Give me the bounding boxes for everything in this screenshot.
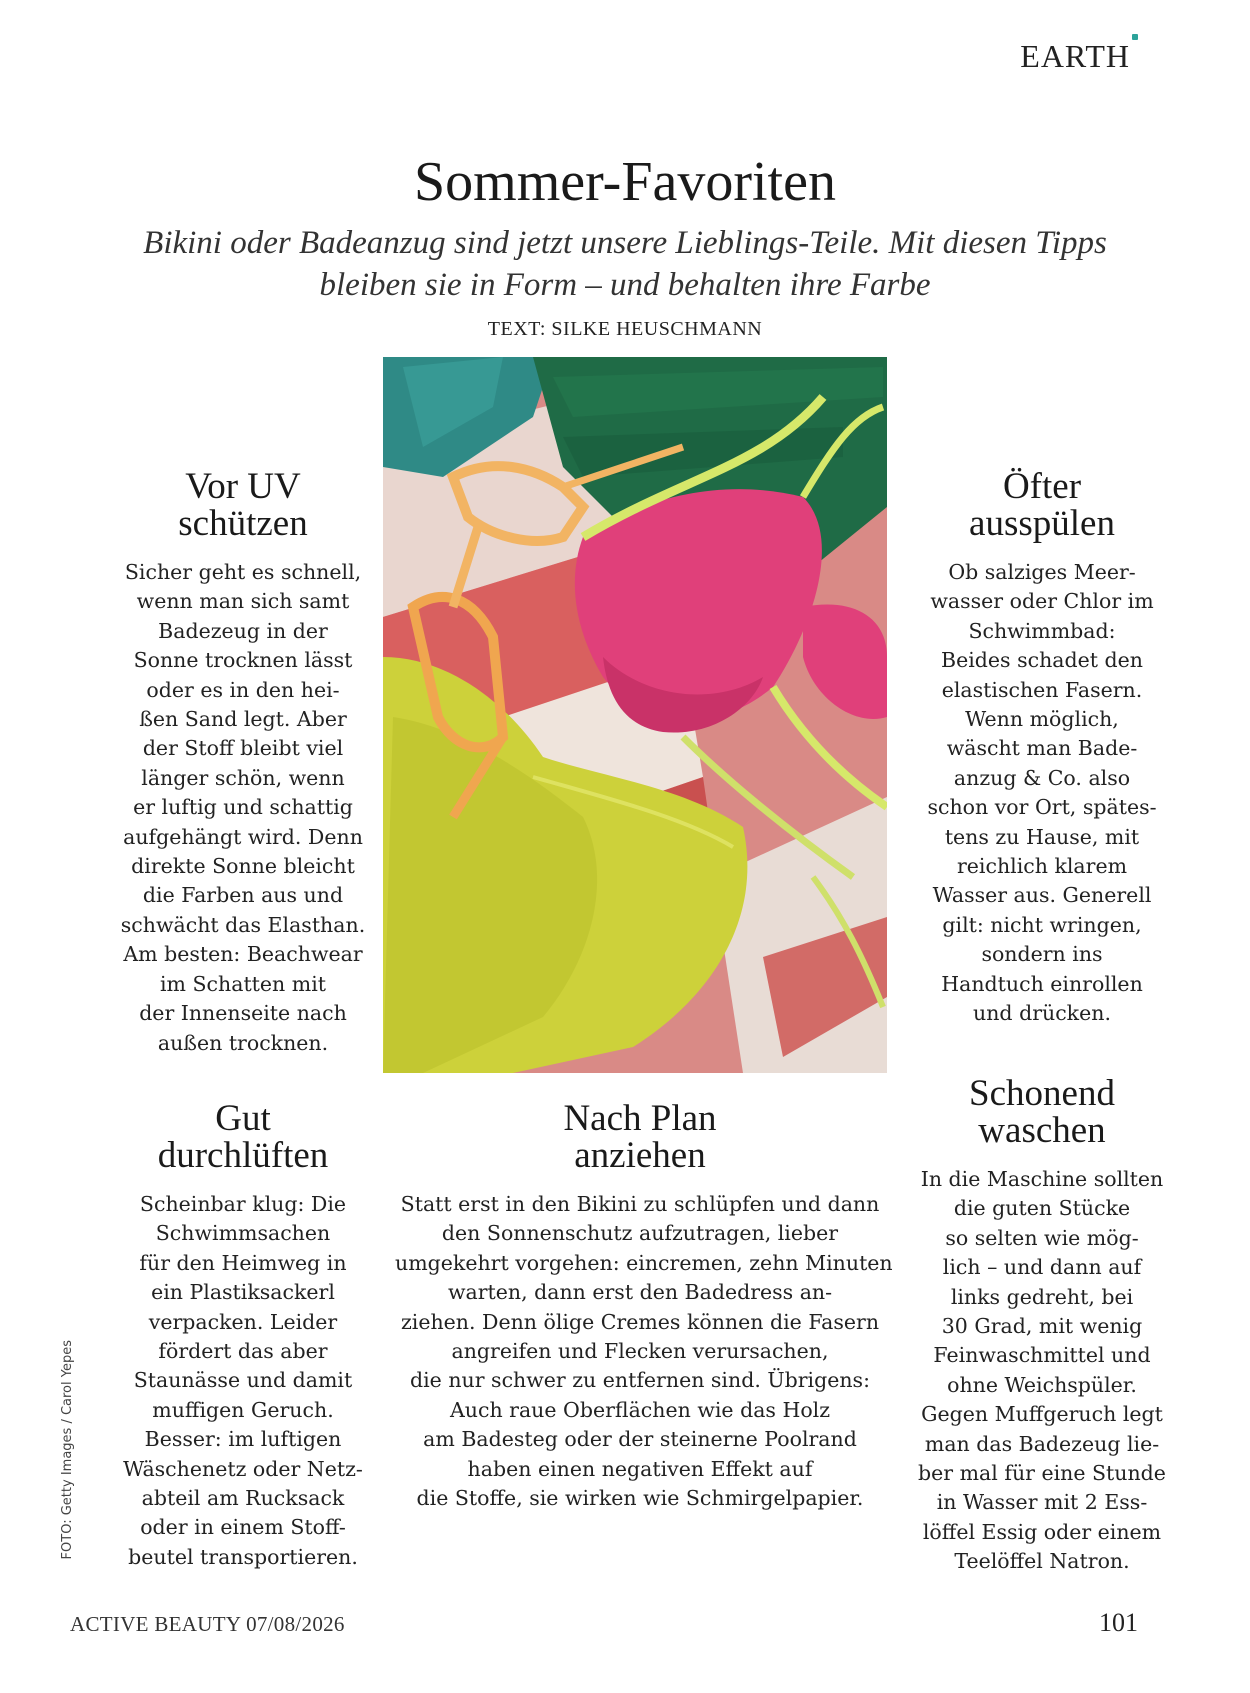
tip-heading: [908, 468, 1176, 542]
tip-body-line: Sonne trocknen lässt: [133, 648, 353, 673]
tip-body-line: fördert das aber: [158, 1339, 328, 1364]
tip-body-line: direkte Sonne bleicht: [131, 854, 355, 879]
swimwear-photo: [383, 357, 887, 1073]
subtitle-line: Bikini oder Badeanzug sind jetzt unsere Lieblings-Teile. Mit diesen Tipps: [143, 225, 1107, 261]
tip-body-line: muffigen Geruch.: [152, 1397, 334, 1422]
tip-body-line: aufgehängt wird. Denn: [123, 824, 363, 849]
tip-body-line: die Stoffe, sie wirken wie Schmirgelpapier.: [416, 1486, 864, 1511]
tip-body-line: ziehen. Denn ölige Cremes können die Fasern: [400, 1309, 880, 1334]
tip-body-line: er luftig und schattig: [133, 795, 353, 820]
tip-body-line: Badezeug in der: [158, 618, 328, 643]
tip-body-line: lich – und dann auf: [942, 1255, 1142, 1280]
tip-body-line: so selten wie mög-: [945, 1225, 1139, 1250]
tip-heading-line: waschen: [978, 1110, 1106, 1151]
tip-body-line: tens zu Hause, mit: [944, 824, 1140, 849]
tip-heading: [118, 1100, 368, 1174]
tip-body-line: gilt: nicht wringen,: [942, 912, 1142, 937]
tip-body-line: man das Badezeug lie-: [924, 1431, 1160, 1456]
tip-gut-durchlueften: [118, 1100, 368, 1572]
tip-body-line: löffel Essig oder einem: [922, 1519, 1162, 1544]
tip-body-line: Gegen Muffgeruch legt: [921, 1402, 1163, 1427]
tip-body-line: die Farben aus und: [142, 883, 344, 908]
tip-body-line: Am besten: Beachwear: [123, 942, 363, 967]
tip-body-line: der Innenseite nach: [139, 1001, 347, 1026]
article-subtitle: [100, 222, 1150, 306]
tip-body-line: Auch raue Oberflächen wie das Holz: [449, 1397, 831, 1422]
tip-body-line: abteil am Rucksack: [141, 1486, 345, 1511]
tip-body-line: außen trocknen.: [157, 1030, 329, 1055]
tip-body-line: schon vor Ort, spätes-: [927, 795, 1157, 820]
article-title: Sommer-Favoriten: [414, 151, 836, 213]
tip-body-line: die guten Stücke: [953, 1196, 1131, 1221]
tip-nach-plan-anziehen: [395, 1098, 893, 1513]
tip-body-line: der Stoff bleibt viel: [142, 736, 344, 761]
tip-body-line: warten, dann erst den Badedress an-: [447, 1280, 833, 1305]
tip-body-line: ohne Weichspüler.: [947, 1372, 1137, 1397]
tip-body-line: Besser: im luftigen: [144, 1427, 342, 1452]
tip-body-line: In die Maschine sollten: [920, 1167, 1164, 1191]
tip-heading-line: Schonend: [969, 1073, 1115, 1114]
section-label: EARTH: [1020, 38, 1130, 74]
tip-body-line: die nur schwer zu entfernen sind. Übrigens:: [410, 1368, 870, 1393]
tip-body-line: Schwimmsachen: [155, 1221, 331, 1246]
tip-body-line: elastischen Fasern.: [941, 677, 1143, 702]
page-number: 101: [1099, 1608, 1138, 1637]
tip-heading: [118, 468, 368, 542]
tip-heading-line: Nach Plan: [563, 1098, 717, 1139]
section-accent-mark: [1132, 34, 1138, 40]
tip-body: [908, 558, 1176, 1029]
tip-body-line: Feinwaschmittel und: [933, 1343, 1151, 1368]
tip-body-line: Wäschenetz oder Netz-: [123, 1456, 363, 1481]
tip-body-line: oder es in den hei-: [146, 677, 340, 702]
tip-body-line: Teelöffel Natron.: [954, 1549, 1130, 1574]
tip-body-line: Sicher geht es schnell,: [124, 560, 362, 584]
tip-body-line: Scheinbar klug: Die: [139, 1192, 347, 1216]
tip-body-line: Handtuch einrollen: [941, 971, 1143, 996]
tip-body-line: Ob salziges Meer-: [948, 560, 1136, 584]
tip-body-line: länger schön, wenn: [141, 765, 345, 790]
tip-heading-line: Öfter: [1002, 466, 1082, 507]
tip-oefter-ausspuelen: [908, 468, 1176, 1029]
tip-body-line: umgekehrt vorgehen: eincremen, zehn Minuten: [395, 1250, 893, 1275]
byline: TEXT: SILKE HEUSCHMANN: [487, 318, 763, 340]
tip-body-line: links gedreht, bei: [950, 1284, 1134, 1309]
tip-heading-line: Gut: [215, 1098, 271, 1139]
tip-body-line: 30 Grad, mit wenig: [941, 1314, 1143, 1339]
tip-body-line: beutel transportieren.: [128, 1544, 358, 1569]
tip-body-line: und drücken.: [973, 1001, 1111, 1026]
tip-heading: [908, 1075, 1176, 1149]
tip-heading-line: anziehen: [574, 1135, 706, 1176]
tip-body-line: Wenn möglich,: [965, 707, 1119, 732]
tip-body-line: im Schatten mit: [159, 971, 327, 996]
tip-body-line: ein Plastiksackerl: [151, 1280, 335, 1305]
tip-body-line: oder in einem Stoff-: [140, 1515, 346, 1540]
tip-heading: [395, 1100, 885, 1174]
tip-body-line: in Wasser mit 2 Ess-: [936, 1490, 1148, 1515]
tip-body-line: wenn man sich samt: [136, 589, 350, 614]
tip-body-line: wäscht man Bade-: [946, 736, 1138, 761]
footer-issue: ACTIVE BEAUTY 07/08/2026: [70, 1612, 345, 1636]
tip-body-line: Staunässe und damit: [133, 1368, 353, 1393]
tip-body: [118, 558, 368, 1058]
tip-heading-line: schützen: [178, 503, 308, 544]
tip-vor-uv-schuetzen: [118, 468, 368, 1058]
tip-body-line: ßen Sand legt. Aber: [139, 707, 347, 732]
tip-body-line: Schwimmbad:: [968, 618, 1116, 643]
tip-heading-line: Vor UV: [185, 466, 301, 507]
tip-heading-line: ausspülen: [969, 503, 1115, 544]
subtitle-line: bleiben sie in Form – und behalten ihre Farbe: [319, 267, 931, 303]
tip-heading-line: durchlüften: [157, 1135, 329, 1176]
tip-body: [395, 1190, 893, 1513]
tip-body-line: verpacken. Leider: [148, 1309, 338, 1334]
tip-body: [908, 1165, 1176, 1577]
photo-credit: FOTO: Getty Images / Carol Yepes: [60, 1340, 75, 1560]
tip-schonend-waschen: [908, 1075, 1176, 1577]
tip-body-line: sondern ins: [981, 942, 1103, 967]
tip-body-line: haben einen negativen Effekt auf: [467, 1456, 813, 1481]
tip-body-line: den Sonnenschutz aufzutragen, lieber: [441, 1221, 839, 1246]
tip-body-line: angreifen und Flecken verursachen,: [451, 1339, 829, 1364]
tip-body-line: reichlich klarem: [956, 854, 1128, 879]
tip-body-line: am Badesteg oder der steinerne Poolrand: [423, 1427, 857, 1452]
tip-body-line: für den Heimweg in: [139, 1250, 347, 1275]
tip-body-line: schwächt das Elasthan.: [120, 912, 366, 937]
tip-body-line: ber mal für eine Stunde: [918, 1461, 1166, 1486]
tip-body-line: wasser oder Chlor im: [930, 589, 1154, 614]
tip-body-line: Wasser aus. Generell: [932, 883, 1152, 908]
tip-body: [118, 1190, 368, 1572]
tip-body-line: Beides schadet den: [941, 648, 1143, 673]
tip-body-line: Statt erst in den Bikini zu schlüpfen und dann: [400, 1192, 880, 1216]
tip-body-line: anzug & Co. also: [953, 765, 1131, 790]
